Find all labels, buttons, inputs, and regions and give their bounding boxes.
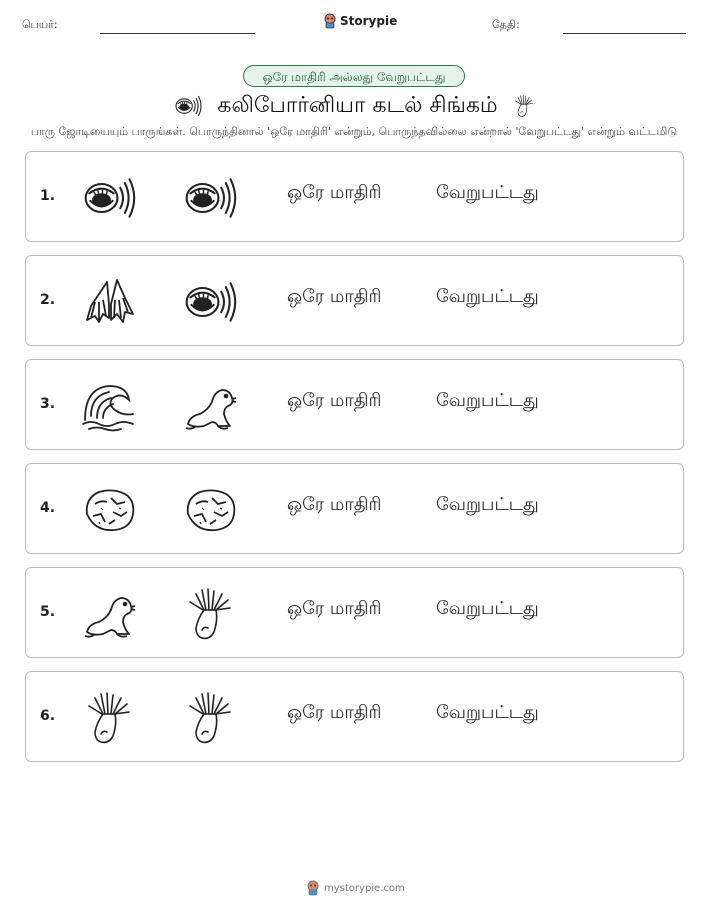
question-row xyxy=(25,359,684,450)
sea-lion-icon xyxy=(81,588,137,640)
storypie-mascot-icon xyxy=(323,13,337,29)
footer-site[interactable]: mystorypie.com xyxy=(324,882,405,894)
option-same[interactable]: ஒரே மாதிரி xyxy=(287,598,382,619)
sea-lion-icon xyxy=(182,380,238,432)
worksheet-type-badge: ஒரே மாதிரி அல்லது வேறுபட்டது xyxy=(243,65,465,87)
footer xyxy=(306,880,405,896)
barking-mouth-icon xyxy=(81,172,137,224)
question-number: 5. xyxy=(40,604,56,620)
question-row xyxy=(25,567,684,658)
name-line[interactable] xyxy=(100,33,255,34)
wave-icon xyxy=(81,380,137,432)
page-title xyxy=(0,91,709,127)
option-different[interactable]: வேறுபட்டது xyxy=(436,390,539,411)
question-number: 3. xyxy=(40,396,56,412)
option-different[interactable]: வேறுபட்டது xyxy=(436,598,539,619)
option-same[interactable]: ஒரே மாதிரி xyxy=(287,286,382,307)
option-different[interactable]: வேறுபட்டது xyxy=(436,494,539,515)
sea-anemone-icon xyxy=(182,692,238,744)
sea-anemone-icon xyxy=(512,91,536,121)
option-same[interactable]: ஒரே மாதிரி xyxy=(287,702,382,723)
option-different[interactable]: வேறுபட்டது xyxy=(436,286,539,307)
sea-anemone-icon xyxy=(182,588,238,640)
option-same[interactable]: ஒரே மாதிரி xyxy=(287,182,382,203)
question-row xyxy=(25,255,684,346)
option-different[interactable]: வேறுபட்டது xyxy=(436,182,539,203)
date-line[interactable] xyxy=(563,33,686,34)
brand-logo xyxy=(323,13,397,29)
question-number: 6. xyxy=(40,708,56,724)
flippers-icon xyxy=(81,276,137,328)
sea-anemone-icon xyxy=(81,692,137,744)
option-same[interactable]: ஒரே மாதிரி xyxy=(287,494,382,515)
instruction-text: பாரு ஜோடியையும் பாருங்கள். பொருந்தினால் 'ஒரே மாதிரி' என்றும், பொருந்தவில்லை என்றால் 'வேறுபட்டது' என்றும் வட்டமிடு xyxy=(30,125,678,138)
option-different[interactable]: வேறுபட்டது xyxy=(436,702,539,723)
question-number: 2. xyxy=(40,292,56,308)
title-text: கலிபோர்னியா கடல் சிங்கம் xyxy=(217,93,498,118)
name-label: பெயர்: xyxy=(22,18,58,31)
question-row xyxy=(25,151,684,242)
question-number: 4. xyxy=(40,500,56,516)
question-number: 1. xyxy=(40,188,56,204)
barking-mouth-icon xyxy=(182,172,238,224)
barking-mouth-icon xyxy=(173,94,203,118)
rock-icon xyxy=(182,484,238,536)
barking-mouth-icon xyxy=(182,276,238,328)
date-label: தேதி: xyxy=(492,18,520,31)
question-row xyxy=(25,463,684,554)
brand-name: Storypie xyxy=(340,14,398,28)
question-row xyxy=(25,671,684,762)
rock-icon xyxy=(81,484,137,536)
storypie-mascot-icon xyxy=(306,880,320,896)
option-same[interactable]: ஒரே மாதிரி xyxy=(287,390,382,411)
